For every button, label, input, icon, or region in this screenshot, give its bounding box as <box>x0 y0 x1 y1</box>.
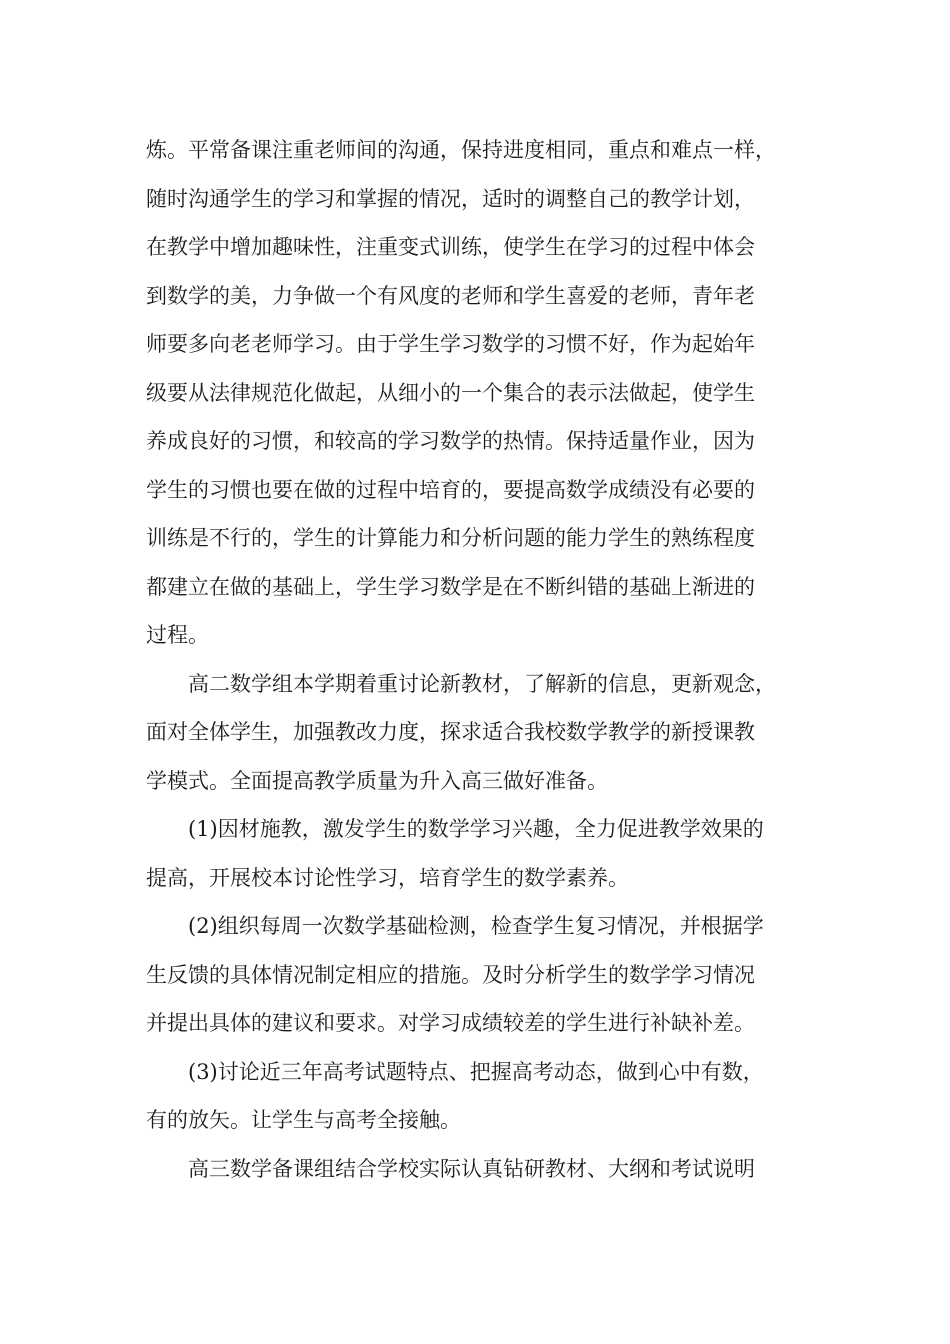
document-body <box>146 126 816 1193</box>
text-line: 面对全体学生，加强教改力度，探求适合我校数学教学的新授课教 <box>146 720 755 744</box>
text-line: 学模式。全面提高教学质量为升入高三做好准备。 <box>146 768 608 793</box>
text-line: 有的放矢。让学生与高考全接触。 <box>146 1108 461 1132</box>
paragraph-grade-two <box>146 660 816 806</box>
paragraph-grade-three <box>146 1145 816 1194</box>
paragraph-continuation <box>146 126 816 660</box>
text-line: 并提出具体的建议和要求。对学习成绩较差的学生进行补缺补差。 <box>146 1011 755 1035</box>
text-line: 炼。平常备课注重老师间的沟通，保持进度相同，重点和难点一样， <box>146 138 776 162</box>
text-line: 学生的习惯也要在做的过程中培育的，要提高数学成绩没有必要的 <box>146 477 755 502</box>
text-line: 都建立在做的基础上，学生学习数学是在不断纠错的基础上渐进的 <box>146 574 755 599</box>
text-line: 高二数学组本学期着重讨论新教材，了解新的信息，更新观念， <box>188 671 776 696</box>
text-line: (1)因材施教，激发学生的数学学习兴趣，全力促进教学效果的 <box>188 817 764 841</box>
paragraph-item-3 <box>146 1048 816 1145</box>
text-line: 随时沟通学生的学习和掌握的情况，适时的调整自己的教学计划， <box>146 186 755 211</box>
paragraph-item-2 <box>146 902 816 1048</box>
text-line: 级要从法律规范化做起，从细小的一个集合的表示法做起，使学生 <box>146 380 755 405</box>
text-line: (3)讨论近三年高考试题特点、把握高考动态，做到心中有数， <box>188 1059 764 1084</box>
text-line: 高三数学备课组结合学校实际认真钻研教材、大纲和考试说明 <box>188 1156 755 1181</box>
paragraph-item-1 <box>146 805 816 902</box>
text-line: 生反馈的具体情况制定相应的措施。及时分析学生的数学学习情况 <box>146 962 755 987</box>
text-line: 到数学的美，力争做一个有风度的老师和学生喜爱的老师，青年老 <box>146 283 755 308</box>
text-line: 训练是不行的，学生的计算能力和分析问题的能力学生的熟练程度 <box>146 526 755 550</box>
text-line: 提高，开展校本讨论性学习，培育学生的数学素养。 <box>146 865 629 890</box>
text-line: (2)组织每周一次数学基础检测，检查学生复习情况，并根据学 <box>188 914 764 938</box>
text-line: 过程。 <box>146 623 209 647</box>
text-line: 师要多向老老师学习。由于学生学习数学的习惯不好，作为起始年 <box>146 332 755 356</box>
text-line: 在教学中增加趣味性，注重变式训练，使学生在学习的过程中体会 <box>146 235 755 259</box>
text-line: 养成良好的习惯，和较高的学习数学的热情。保持适量作业，因为 <box>146 429 755 453</box>
